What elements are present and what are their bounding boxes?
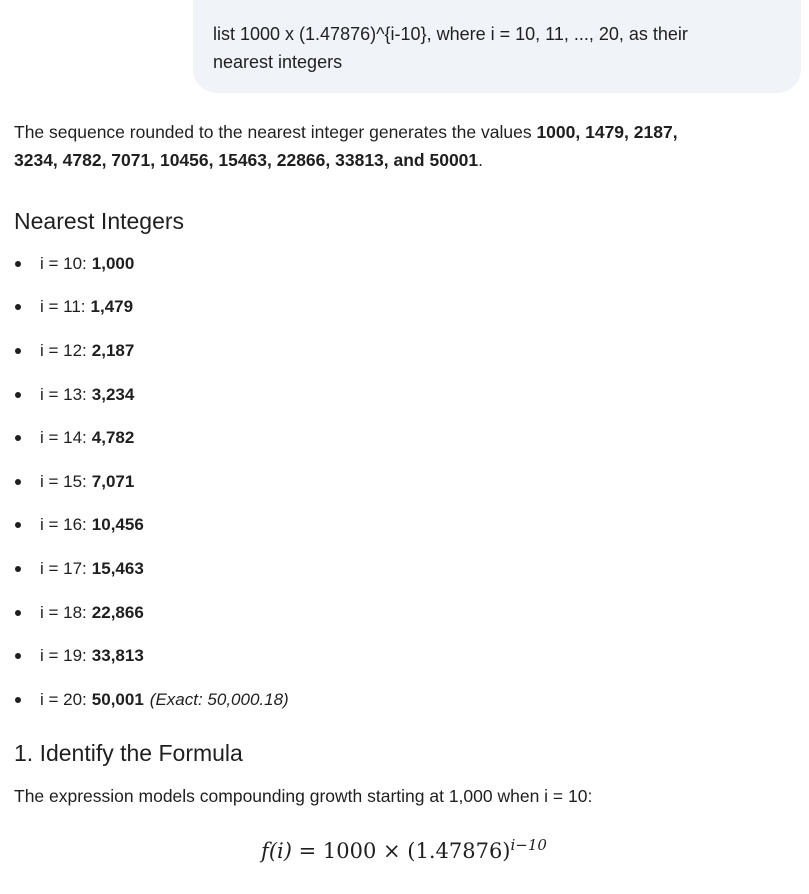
intro-values-line1: 1000, 1479, 2187, [536,122,678,142]
bullet-icon [15,304,21,310]
intro-paragraph [14,118,794,174]
bullet-icon [15,697,21,703]
section-title-nearest-integers: Nearest Integers [14,208,185,234]
bullet-icon [15,435,21,441]
list-item [14,634,794,678]
equation-lhs: f(i) [261,838,292,863]
list-item-label: i = 13: [40,384,87,404]
list-item [14,547,794,591]
list-item-label: i = 15: [40,471,87,491]
user-message-line1: list 1000 x (1.47876)^{i-10}, where i = 10, 11, ..., 20, as their [213,24,688,44]
list-item-value: 33,813 [91,646,144,666]
assistant-response [14,118,794,866]
list-item [14,242,794,286]
intro-values-line2: 3234, 4782, 7071, 10456, 15463, 22866, 33813, and 50001 [14,150,479,170]
bullet-icon [15,261,21,267]
bullet-icon [15,566,21,572]
user-message-line2: nearest integers [213,52,343,72]
list-item-value: 4,782 [91,428,135,448]
bullet-icon [15,348,21,354]
list-item-value: 50,001 [91,689,144,709]
bullet-icon [15,653,21,659]
list-item [14,329,794,373]
list-item-value: 7,071 [91,471,135,491]
nearest-integers-list [14,242,794,722]
list-item-label: i = 17: [40,558,87,578]
list-item-value: 3,234 [91,384,135,404]
bullet-icon [15,610,21,616]
list-item-label: i = 10: [40,253,87,273]
list-item-note: (Exact: 50,000.18) [149,689,289,709]
equation-rhs: = 1000 × (1.47876) [298,838,511,863]
list-item-label: i = 19: [40,646,87,666]
bullet-icon [15,522,21,528]
bullet-icon [15,392,21,398]
list-item [14,416,794,460]
list-item-value: 22,866 [91,602,144,622]
list-item [14,460,794,504]
intro-prefix: The sequence rounded to the nearest integer generates the values [14,122,537,142]
list-item-value: 10,456 [91,515,144,535]
list-item-label: i = 14: [40,428,87,448]
list-item-value: 15,463 [91,558,144,578]
list-item-label: i = 11: [40,297,86,317]
user-message-bubble [193,0,801,93]
intro-suffix: . [478,150,484,170]
list-item-label: i = 12: [40,340,87,360]
list-item [14,591,794,635]
list-item-value: 1,000 [91,253,135,273]
list-item-label: i = 20: [40,689,87,709]
equation-exponent: i−10 [510,835,547,854]
list-item-value: 1,479 [90,297,134,317]
list-item-value: 2,187 [91,340,135,360]
list-item [14,373,794,417]
list-item-label: i = 16: [40,515,87,535]
formula-description: The expression models compounding growth starting at 1,000 when i = 10: [14,785,593,806]
bullet-icon [15,479,21,485]
list-item [14,504,794,548]
section-title-identify-formula: 1. Identify the Formula [14,739,243,766]
list-item [14,286,794,330]
list-item-label: i = 18: [40,602,87,622]
list-item [14,678,794,722]
formula-equation [14,830,794,866]
